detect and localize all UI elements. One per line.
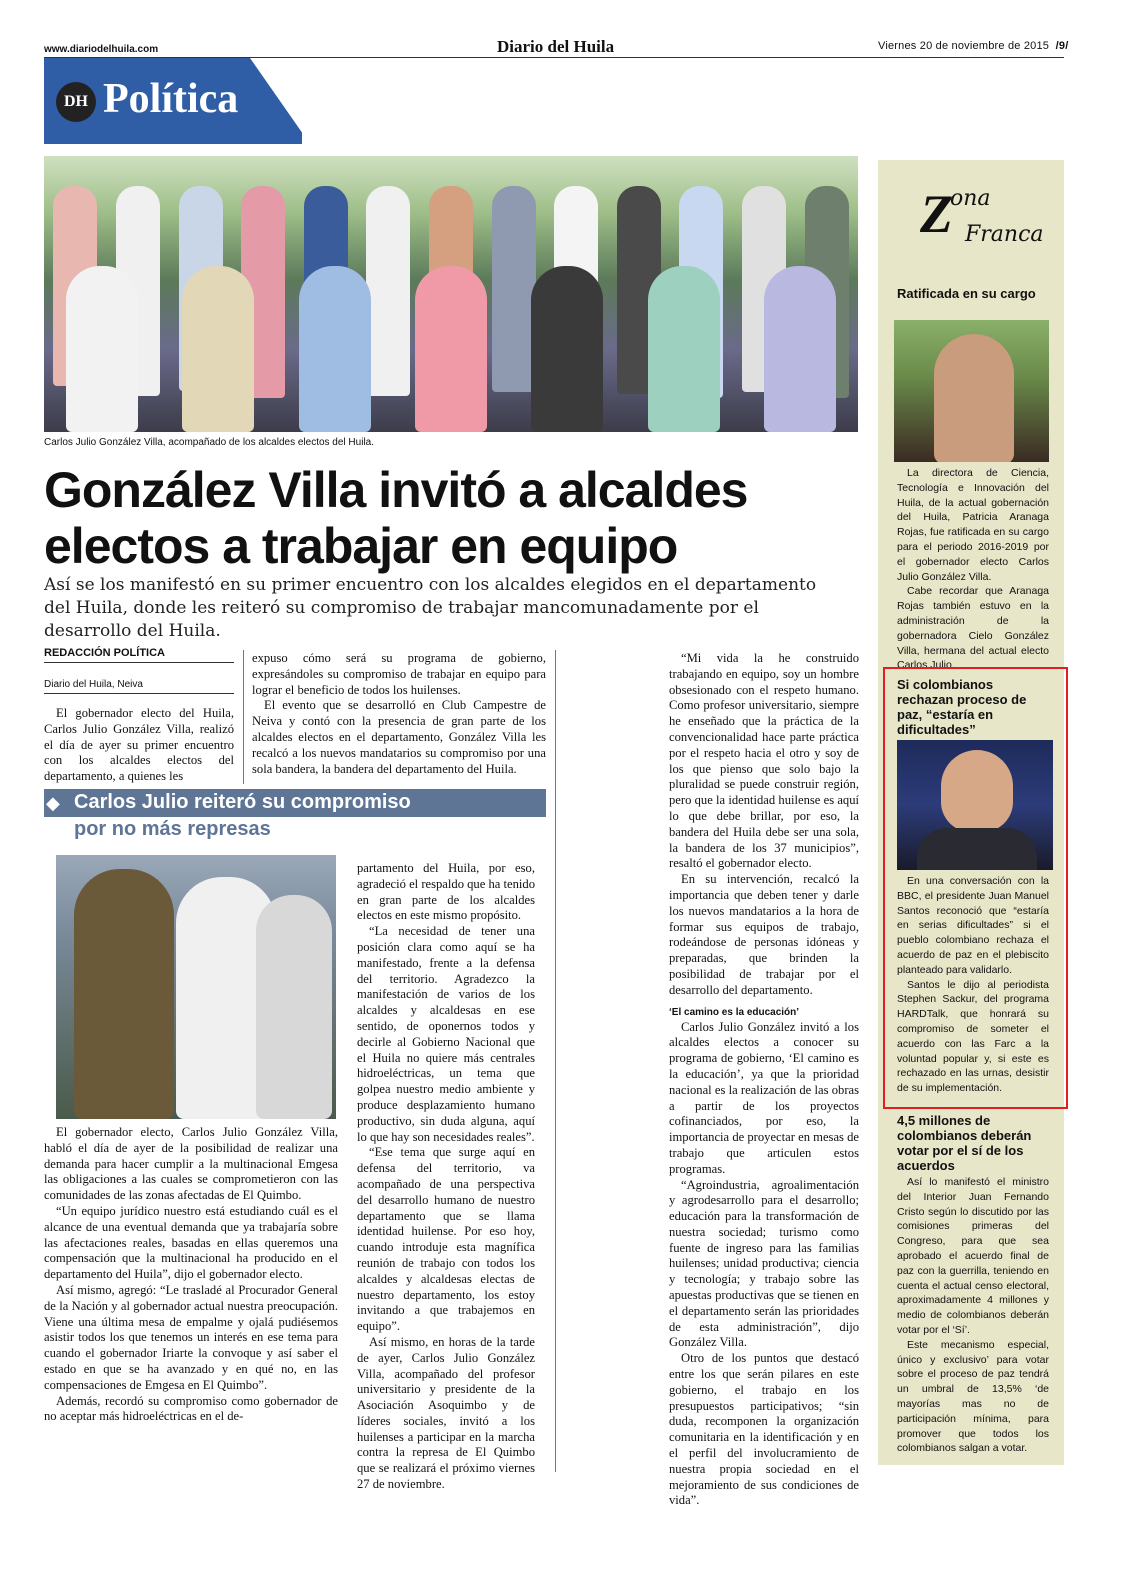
paragraph: Santos le dijo al periodista Stephen Sackur, del programa HARDTalk, que honrará su compromiso de someter el acuerdo con las Farc a la voluntad popular y, si este es rechazado en las urnas, desistir de su implementación.	[897, 978, 1049, 1095]
col4-text	[669, 651, 859, 1509]
paragraph: Carlos Julio González invitó a los alcaldes electos a conocer su programa de gobierno, ‘El camino es la educación’, ya que la prioridad nacional es la realización de las obras a partir de los proyectos cofinanciados, por eso, la importancia de proyectar en mesas de trabajo que articulen estos programas.	[669, 1019, 859, 1176]
paper-name-part1: Diario del	[497, 37, 574, 56]
paragraph: partamento del Huila, por eso, agradeció el respaldo que ha tenido en gran parte de los alcaldes electos en este mismo propósito.	[357, 861, 535, 923]
person-woman	[74, 869, 174, 1119]
col-left-bottom-text	[44, 1125, 338, 1425]
second-photo	[56, 855, 336, 1119]
subhead-line1: Carlos Julio reiteró su compromiso	[74, 791, 411, 813]
paragraph: Así lo manifestó el ministro del Interior Juan Fernando Cristo según lo discutido por las comisiones primeras del Congreso, para que sea aprobado el acuerdo final de paz con la guerrilla, teniendo en cuenta el actual censo electoral, aproximadamente 4 millones y medio de colombianos deberán votar por el ‘Sí’.	[897, 1176, 1049, 1336]
person-man	[256, 895, 332, 1119]
paragraph: Cabe recordar que Aranaga Rojas también estuvo en la administración de la gobernadora Cielo González Villa, hermana del actual electo Carlos Julio.	[897, 585, 1049, 672]
zona-franca-logo-z: Z	[920, 184, 953, 244]
paragraph: Así mismo, agregó: “Le trasladé al Procurador General de la Nación y al gobernador actual nuestra preocupación. Viene una última mesa de empalme y ojalá pudiésemos asistir todos los que tenemos un interés en ese tema para cuando el gobernador Iriarte la convoque y así saber el estado en que se ha avanzado y en qué no, en las compensaciones de Emgesa en El Quimbo”.	[44, 1282, 338, 1392]
site-url: www.diariodelhuila.com	[44, 44, 159, 55]
col3-text	[357, 861, 535, 1493]
diamond-icon: ◆	[46, 793, 60, 814]
issue-date	[878, 40, 1068, 52]
sidebar-item1-text	[897, 466, 1049, 673]
paragraph: El gobernador electo del Huila, Carlos Julio González Villa, realizó el día de ayer su primer encuentro con los alcaldes electos del departamento, a quienes les	[44, 706, 234, 784]
sidebar-item1-headline: Ratificada en su cargo	[897, 286, 1036, 301]
paper-name-part2: Huila	[573, 37, 615, 56]
paragraph: “Un equipo jurídico nuestro está estudiando cuál es el alcance de una eventual demanda que ya trabajaría sobre las afectaciones reales, basadas en ellas queremos una compensación que la multinacional ha producido en el departamento del Huila”, dijo el gobernador electo.	[44, 1203, 338, 1282]
sidebar-photo-aranaga	[894, 320, 1049, 462]
paragraph: Este mecanismo especial, único y exclusivo’ para votar sobre el proceso de paz tendrá un umbral de 13,5% ‘de mayorías mas no de participación mínima, para promover que todos los colombianos salgan a votar.	[897, 1338, 1049, 1455]
paragraph: “Mi vida la he construido trabajando en equipo, soy un hombre obsesionado con el respeto humano. Como profesor universitario, siempre he enseñado que la práctica de la convencionalidad hace parte práctica por el respeto hacia el otro y soy de los que pienso que solo bajo la pluralidad se puede construir región, pero que la identidad huilense es aquí lo que debe brillar, por eso, la bandera del Huila debe ser una sola, la bandera de los 37 municipios”, resaltó el gobernador electo.	[669, 651, 859, 871]
paragraph: “La necesidad de tener una posición clara como aquí se ha manifestado, frente a la defensa del territorio. Agradezco la manifestación de varios de los alcaldes y alcaldesas en ese sentido, de oponernos todos y decirle al Gobierno Nacional que el Huila no quiere más centrales hidroeléctricas, un tema que golpea nuestro medio ambiente y produce desplazamiento humano productivo, sin duda alguna, aquí lo que hay son necesidades reales”.	[357, 924, 535, 1144]
page-number: /9/	[1055, 40, 1069, 52]
date-text: Viernes 20 de noviembre de 2015	[878, 40, 1050, 52]
subhead-line2: por no más represas	[74, 818, 271, 840]
paragraph: El gobernador electo, Carlos Julio González Villa, habló el día de ayer de la posibilidad de realizar una demanda para hacer cumplir a la multinacional Emgesa las obligaciones a las cuales se comprometieron con las comunidades de las zonas afectadas de El Quimbo.	[44, 1125, 338, 1203]
paragraph: En su intervención, recalcó la importancia que deben tener y darle los nuevos mandatarios a la hora de formar sus equipos de trabajo, rodeándose de personas idóneas y preparadas, que brinden la posibilidad de trabajar por el desarrollo del departamento.	[669, 872, 859, 997]
sidebar-item3-headline: 4,5 millones de colombianos deberán votar por el sí de los acuerdos	[897, 1113, 1032, 1173]
sidebar-item3-text	[897, 1175, 1049, 1456]
main-photo	[44, 156, 858, 432]
paragraph: “Agroindustria, agroalimentación y agrodesarrollo para el desarrollo; educación para la transformación de nuestra sociedad; turismo como fuente de ingreso para las familias huilenses; unidad productiva; ciencia y tecnología; y trabajo sobre las apuestas productivas que se tienen en el departamento serán las prioridades de esta administración”, dijo González Villa.	[669, 1177, 859, 1350]
photo-people-front	[44, 266, 858, 432]
dek: Así se los manifestó en su primer encuentro con los alcaldes elegidos en el departamento del Huila, donde les reiteró su compromiso de trabajar mancomunadamente por el desarrollo del Huila.	[44, 575, 817, 641]
main-photo-caption: Carlos Julio González Villa, acompañado de los alcaldes electos del Huila.	[44, 437, 374, 448]
paper-name	[497, 37, 614, 57]
sidebar-item2-headline: Si colombianos rechazan proceso de paz, “estaría en dificultades”	[897, 677, 1027, 737]
paragraph: En una conversación con la BBC, el presidente Juan Manuel Santos reconoció que “estaría en serias dificultades” si el pueblo colombiano rechaza el acuerdo de paz en el plebiscito planteado para validarlo.	[897, 875, 1049, 976]
col1-text	[44, 706, 234, 785]
dh-logo: DH	[56, 82, 96, 122]
banner-cut	[250, 58, 310, 144]
paragraph: Otro de los puntos que destacó entre los que serán pilares en este gobierno, el trabajo en los presupuestos participativos; “sin duda, recomponen la organización comunitaria en la identificación y en el perfil del involucramiento de nuestra propia sociedad en el mejoramiento de sus condiciones de vida”.	[669, 1351, 859, 1508]
col2-text	[252, 651, 546, 777]
highlight-box	[883, 667, 1068, 1109]
paragraph: expuso cómo será su programa de gobierno, expresándoles su compromiso de trabajar en equipo para lograr el beneficio de todos los huilenses.	[252, 651, 546, 697]
paragraph: El evento que se desarrolló en Club Campestre de Neiva y contó con la presencia de gran parte de los alcaldes electos en el departamento, González Villa les recalcó a los nuevos mandatarios su compromiso por una sola bandera, la bandera del departamento del Huila.	[252, 698, 546, 776]
paragraph: “Ese tema que surge aquí en defensa del territorio, va acompañado de una perspectiva del desarrollo humano de nuestro departamento que se llama identidad huilense. Por eso hoy, cuando introduje esta magnífica reunión de trabajo con todos los alcaldes y alcaldesas electas de nuestro departamento, los estoy invitando a que trabajemos en equipo”.	[357, 1145, 535, 1334]
paragraph: La directora de Ciencia, Tecnología e Innovación del Huila, de la actual gobernación del Huila, Patricia Aranaga Rojas, fue ratificada en su cargo para el periodo 2016-2019 por el gobernador electo Carlos Julio González Villa.	[897, 467, 1049, 583]
byline-place: Diario del Huila, Neiva	[44, 679, 234, 694]
byline-author: REDACCIÓN POLÍTICA	[44, 647, 234, 663]
col4-subhead: ‘El camino es la educación’	[669, 1006, 800, 1018]
section-title: Política	[103, 76, 239, 122]
column-rule	[555, 650, 556, 1472]
paragraph: Además, recordó su compromiso como gobernador de no aceptar más hidroeléctricas en el de-	[44, 1393, 338, 1424]
column-rule	[243, 650, 244, 784]
zona-franca-logo-word1: ona	[950, 186, 991, 211]
headline: González Villa invitó a alcaldes electos a trabajar en equipo	[44, 462, 748, 574]
zona-franca-logo-word2: Franca	[965, 222, 1044, 247]
paragraph: Así mismo, en horas de la tarde de ayer, Carlos Julio González Villa, acompañado del profesor universitario y presidente de la Asociación Asoquimbo y de líderes sociales, invitó a los huilenses a participar en la marcha contra la represa de El Quimbo que se realizará el próximo viernes 27 de noviembre.	[357, 1334, 535, 1492]
